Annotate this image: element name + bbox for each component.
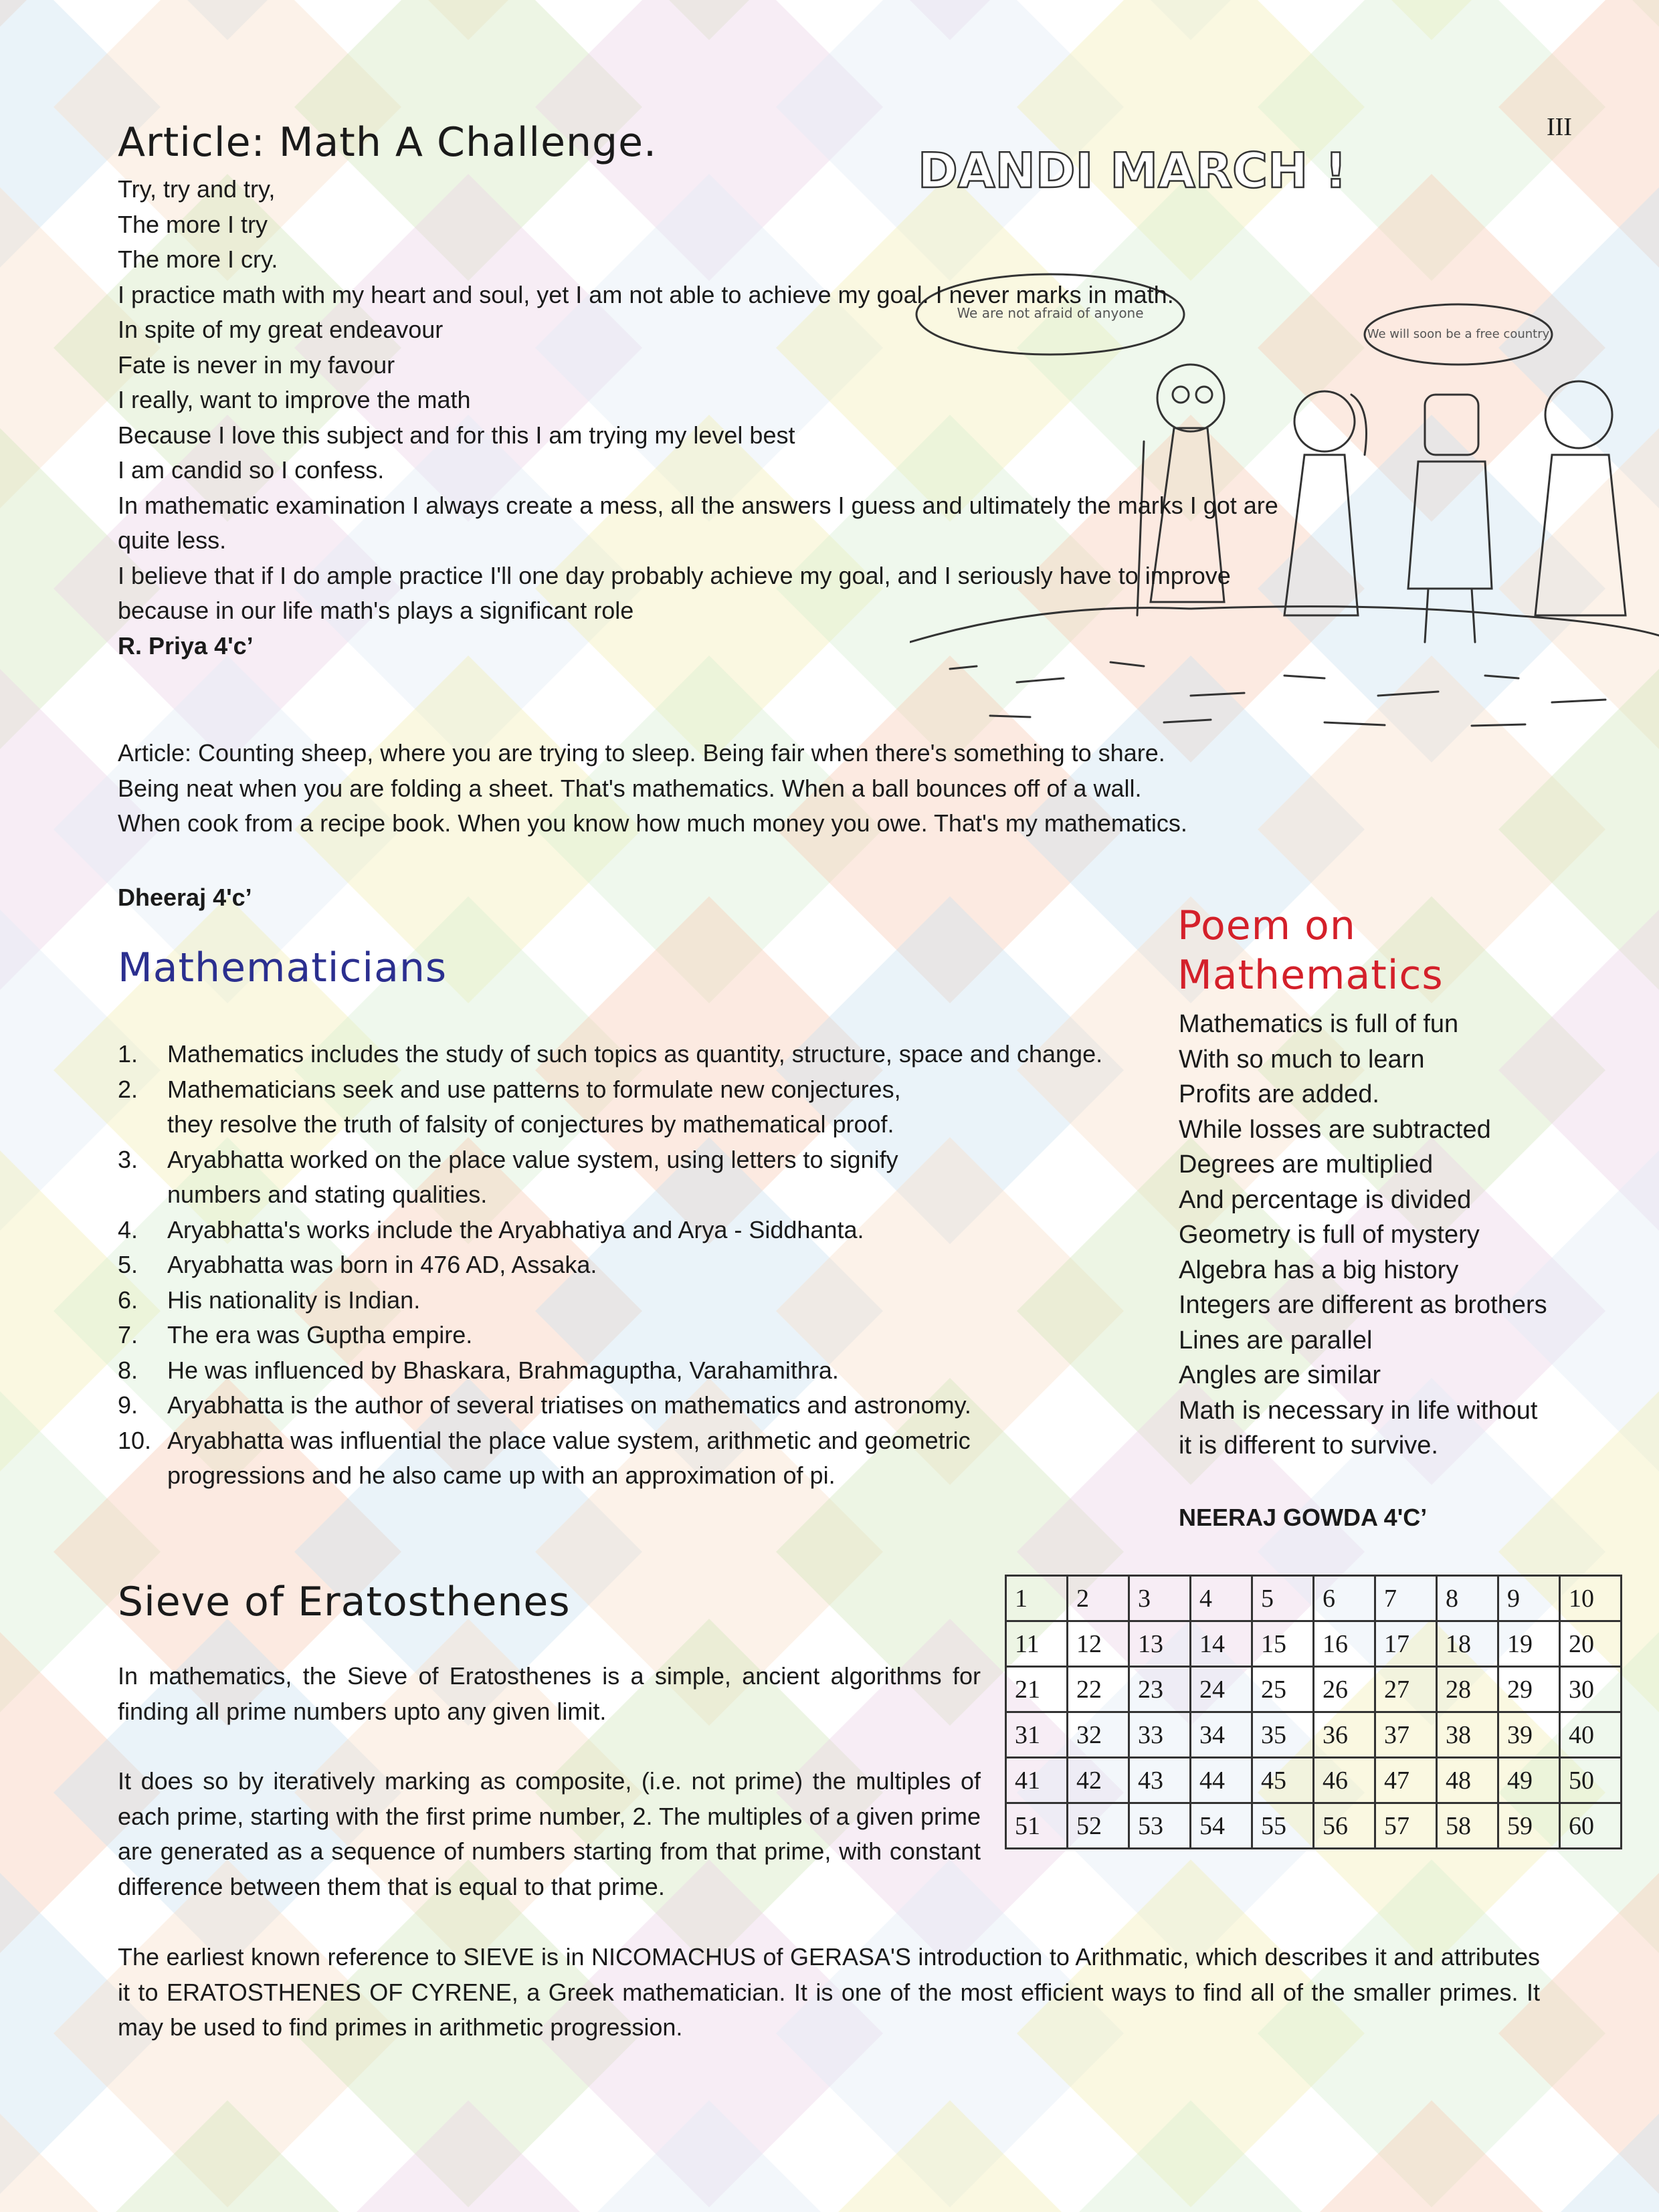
article-line: I believe that if I do ample practice I'll one day probably achieve my goal, and I seriously have to improve: [118, 561, 1231, 589]
table-cell: 37: [1375, 1712, 1437, 1758]
table-cell: 47: [1375, 1758, 1437, 1803]
poem-title: [1177, 901, 1444, 1000]
background-diamond: [1017, 2100, 1365, 2212]
list-item-number: 9.: [118, 1391, 138, 1419]
list-item-text: Aryabhatta is the author of several triatises on mathematics and astronomy.: [167, 1391, 971, 1419]
list-item-number: 6.: [118, 1286, 138, 1314]
poem-line: it is different to survive.: [1179, 1431, 1438, 1460]
list-item-number: 8.: [118, 1356, 138, 1384]
table-cell: 16: [1314, 1621, 1375, 1667]
table-cell: 10: [1560, 1576, 1622, 1621]
article-line: I really, want to improve the math: [118, 386, 471, 413]
list-item: [118, 1388, 1135, 1423]
table-cell: 46: [1314, 1758, 1375, 1803]
list-item: [118, 1177, 1135, 1213]
article-line: In mathematic examination I always create a mess, all the answers I guess and ultimately the marks I got are: [118, 491, 1278, 519]
table-cell: 59: [1498, 1803, 1560, 1849]
poem-line: Angles are similar: [1179, 1361, 1381, 1389]
article-line: The more I try: [118, 210, 268, 238]
sieve-paragraph-3: The earliest known reference to SIEVE is in NICOMACHUS of GERASA'S introduction to Arithmatic, which describes it and attributes it to ERATOSTHENES OF CYRENE, a Greek mathematician. It is one of the most efficient ways to find all of the smaller primes. It may be used to find primes in arithmetic progression.: [118, 1943, 1540, 2041]
sketch-title: DANDI MARCH !: [918, 142, 1347, 199]
speech-bubble-left: We are not afraid of anyone: [957, 305, 1144, 321]
poem-line: Math is necessary in life without: [1179, 1396, 1538, 1425]
table-cell: 41: [1006, 1758, 1068, 1803]
table-cell: 44: [1191, 1758, 1252, 1803]
table-cell: 32: [1068, 1712, 1129, 1758]
poem-author: NEERAJ GOWDA 4'C’: [1179, 1504, 1428, 1531]
table-cell: 12: [1068, 1621, 1129, 1667]
list-item: [118, 1283, 1135, 1318]
list-item-text: His nationality is Indian.: [167, 1286, 421, 1314]
list-item-number: 10.: [118, 1426, 152, 1454]
table-cell: 8: [1437, 1576, 1498, 1621]
table-cell: 52: [1068, 1803, 1129, 1849]
table-cell: 21: [1006, 1667, 1068, 1712]
background-diamond: [1258, 2100, 1605, 2212]
table-cell: 57: [1375, 1803, 1437, 1849]
table-row: [1006, 1803, 1622, 1849]
article-line: I practice math with my heart and soul, yet I am not able to achieve my goal. I never marks in math.: [118, 280, 1174, 308]
table-cell: 26: [1314, 1667, 1375, 1712]
table-cell: 4: [1191, 1576, 1252, 1621]
article-author: R. Priya 4'c’: [118, 632, 254, 660]
article-2-body: [118, 736, 1187, 841]
list-item-text: Aryabhatta was born in 476 AD, Assaka.: [167, 1251, 597, 1278]
poem-line: Algebra has a big history: [1179, 1255, 1459, 1284]
table-row: [1006, 1758, 1622, 1803]
table-cell: 30: [1560, 1667, 1622, 1712]
poem-line: Profits are added.: [1179, 1080, 1379, 1108]
table-cell: 60: [1560, 1803, 1622, 1849]
table-cell: 22: [1068, 1667, 1129, 1712]
background-diamond: [535, 2100, 883, 2212]
table-cell: 6: [1314, 1576, 1375, 1621]
sieve-title: Sieve of Eratosthenes: [118, 1579, 571, 1625]
list-item-number: 7.: [118, 1321, 138, 1348]
table-cell: 3: [1129, 1576, 1191, 1621]
article-2-line: When cook from a recipe book. When you know how much money you owe. That's my mathematics.: [118, 809, 1187, 837]
list-item: [118, 1458, 1135, 1494]
list-item-text: He was influenced by Bhaskara, Brahmaguptha, Varahamithra.: [167, 1356, 839, 1384]
table-cell: 7: [1375, 1576, 1437, 1621]
table-cell: 39: [1498, 1712, 1560, 1758]
article-line: In spite of my great endeavour: [118, 316, 444, 343]
background-diamond: [294, 2100, 642, 2212]
table-cell: 49: [1498, 1758, 1560, 1803]
table-cell: 9: [1498, 1576, 1560, 1621]
page-number: III: [1547, 113, 1572, 141]
table-cell: 18: [1437, 1621, 1498, 1667]
table-cell: 25: [1252, 1667, 1314, 1712]
article-2-line: Being neat when you are folding a sheet. That's mathematics. When a ball bounces off of a wall.: [118, 774, 1142, 802]
table-cell: 28: [1437, 1667, 1498, 1712]
table-row: [1006, 1712, 1622, 1758]
table-cell: 31: [1006, 1712, 1068, 1758]
list-item-number: 1.: [118, 1040, 138, 1068]
poem-title-line-2: Mathematics: [1177, 952, 1444, 999]
list-item-text: Mathematics includes the study of such topics as quantity, structure, space and change.: [167, 1040, 1103, 1068]
article-2-author: Dheeraj 4'c’: [118, 884, 252, 911]
article-2-line: Article: Counting sheep, where you are trying to sleep. Being fair when there's something to share.: [118, 739, 1165, 767]
list-item: [118, 1142, 1135, 1178]
list-item: [118, 1247, 1135, 1283]
list-item: [118, 1072, 1135, 1108]
poem-title-line-1: Poem on: [1177, 902, 1356, 949]
table-cell: 48: [1437, 1758, 1498, 1803]
list-item: [118, 1037, 1135, 1072]
article-title: Article: Math A Challenge.: [118, 119, 658, 166]
table-cell: 5: [1252, 1576, 1314, 1621]
table-cell: 29: [1498, 1667, 1560, 1712]
mathematicians-list: [118, 1037, 1135, 1494]
poem-line: Degrees are multiplied: [1179, 1150, 1434, 1179]
table-cell: 14: [1191, 1621, 1252, 1667]
list-item-text: The era was Guptha empire.: [167, 1321, 473, 1348]
list-item-text: progressions and he also came up with an approximation of pi.: [167, 1462, 836, 1489]
table-row: [1006, 1667, 1622, 1712]
table-cell: 11: [1006, 1621, 1068, 1667]
table-row: [1006, 1576, 1622, 1621]
sieve-paragraph-1: In mathematics, the Sieve of Eratosthenes is a simple, ancient algorithms for finding all prime numbers upto any given limit.: [118, 1662, 981, 1725]
sieve-number-grid: [1005, 1575, 1622, 1849]
list-item-text: Aryabhatta's works include the Aryabhatiya and Arya - Siddhanta.: [167, 1215, 864, 1243]
article-line: Because I love this subject and for this I am trying my level best: [118, 421, 795, 449]
table-cell: 56: [1314, 1803, 1375, 1849]
table-cell: 54: [1191, 1803, 1252, 1849]
list-item-text: Aryabhatta worked on the place value system, using letters to signify: [167, 1145, 898, 1173]
list-item-text: Mathematicians seek and use patterns to formulate new conjectures,: [167, 1075, 901, 1103]
table-cell: 43: [1129, 1758, 1191, 1803]
list-item-text: Aryabhatta was influential the place value system, arithmetic and geometric: [167, 1426, 971, 1454]
table-cell: 45: [1252, 1758, 1314, 1803]
table-cell: 20: [1560, 1621, 1622, 1667]
table-cell: 17: [1375, 1621, 1437, 1667]
table-cell: 2: [1068, 1576, 1129, 1621]
poem-line: Lines are parallel: [1179, 1326, 1373, 1354]
poem-body: [1179, 1007, 1547, 1464]
list-item-text: numbers and stating qualities.: [167, 1181, 488, 1208]
poem-line: Integers are different as brothers: [1179, 1291, 1547, 1319]
poem-line: With so much to learn: [1179, 1045, 1425, 1074]
list-item: [118, 1213, 1135, 1248]
speech-bubble-right: We will soon be a free country: [1367, 327, 1550, 341]
table-cell: 33: [1129, 1712, 1191, 1758]
table-cell: 35: [1252, 1712, 1314, 1758]
article-line: because in our life math's plays a significant role: [118, 597, 634, 624]
list-item-text: they resolve the truth of falsity of conjectures by mathematical proof.: [167, 1110, 894, 1138]
list-item-number: 4.: [118, 1215, 138, 1243]
article-body: [118, 172, 1278, 629]
poem-line: And percentage is divided: [1179, 1185, 1472, 1214]
poem-line: Geometry is full of mystery: [1179, 1221, 1480, 1249]
table-cell: 15: [1252, 1621, 1314, 1667]
list-item-number: 2.: [118, 1075, 138, 1103]
article-line: I am candid so I confess.: [118, 456, 385, 484]
poem-line: While losses are subtracted: [1179, 1115, 1491, 1144]
list-item: [118, 1318, 1135, 1353]
table-cell: 53: [1129, 1803, 1191, 1849]
table-cell: 42: [1068, 1758, 1129, 1803]
article-line: The more I cry.: [118, 245, 278, 273]
list-item-number: 3.: [118, 1145, 138, 1173]
article-line: Fate is never in my favour: [118, 350, 395, 379]
article-line: quite less.: [118, 526, 227, 554]
table-cell: 55: [1252, 1803, 1314, 1849]
sieve-paragraph-2: It does so by iteratively marking as composite, (i.e. not prime) the multiples of each prime, starting with the first prime number, 2. The multiples of a given prime are generated as a sequence of numbers starting from that prime, with constant difference between them that is equal to that prime.: [118, 1767, 981, 1900]
table-cell: 36: [1314, 1712, 1375, 1758]
mathematicians-title: Mathematicians: [118, 944, 448, 991]
table-cell: 51: [1006, 1803, 1068, 1849]
table-cell: 27: [1375, 1667, 1437, 1712]
table-cell: 34: [1191, 1712, 1252, 1758]
table-row: [1006, 1621, 1622, 1667]
table-cell: 40: [1560, 1712, 1622, 1758]
table-cell: 24: [1191, 1667, 1252, 1712]
list-item-number: 5.: [118, 1251, 138, 1278]
article-line: Try, try and try,: [118, 175, 276, 203]
table-cell: 13: [1129, 1621, 1191, 1667]
poem-line: Mathematics is full of fun: [1179, 1010, 1459, 1038]
background-diamond: [776, 2100, 1124, 2212]
background-diamond: [54, 2100, 401, 2212]
table-cell: 38: [1437, 1712, 1498, 1758]
table-cell: 19: [1498, 1621, 1560, 1667]
list-item: [118, 1423, 1135, 1459]
table-cell: 1: [1006, 1576, 1068, 1621]
table-cell: 23: [1129, 1667, 1191, 1712]
table-cell: 50: [1560, 1758, 1622, 1803]
list-item: [118, 1353, 1135, 1389]
table-cell: 58: [1437, 1803, 1498, 1849]
list-item: [118, 1107, 1135, 1142]
